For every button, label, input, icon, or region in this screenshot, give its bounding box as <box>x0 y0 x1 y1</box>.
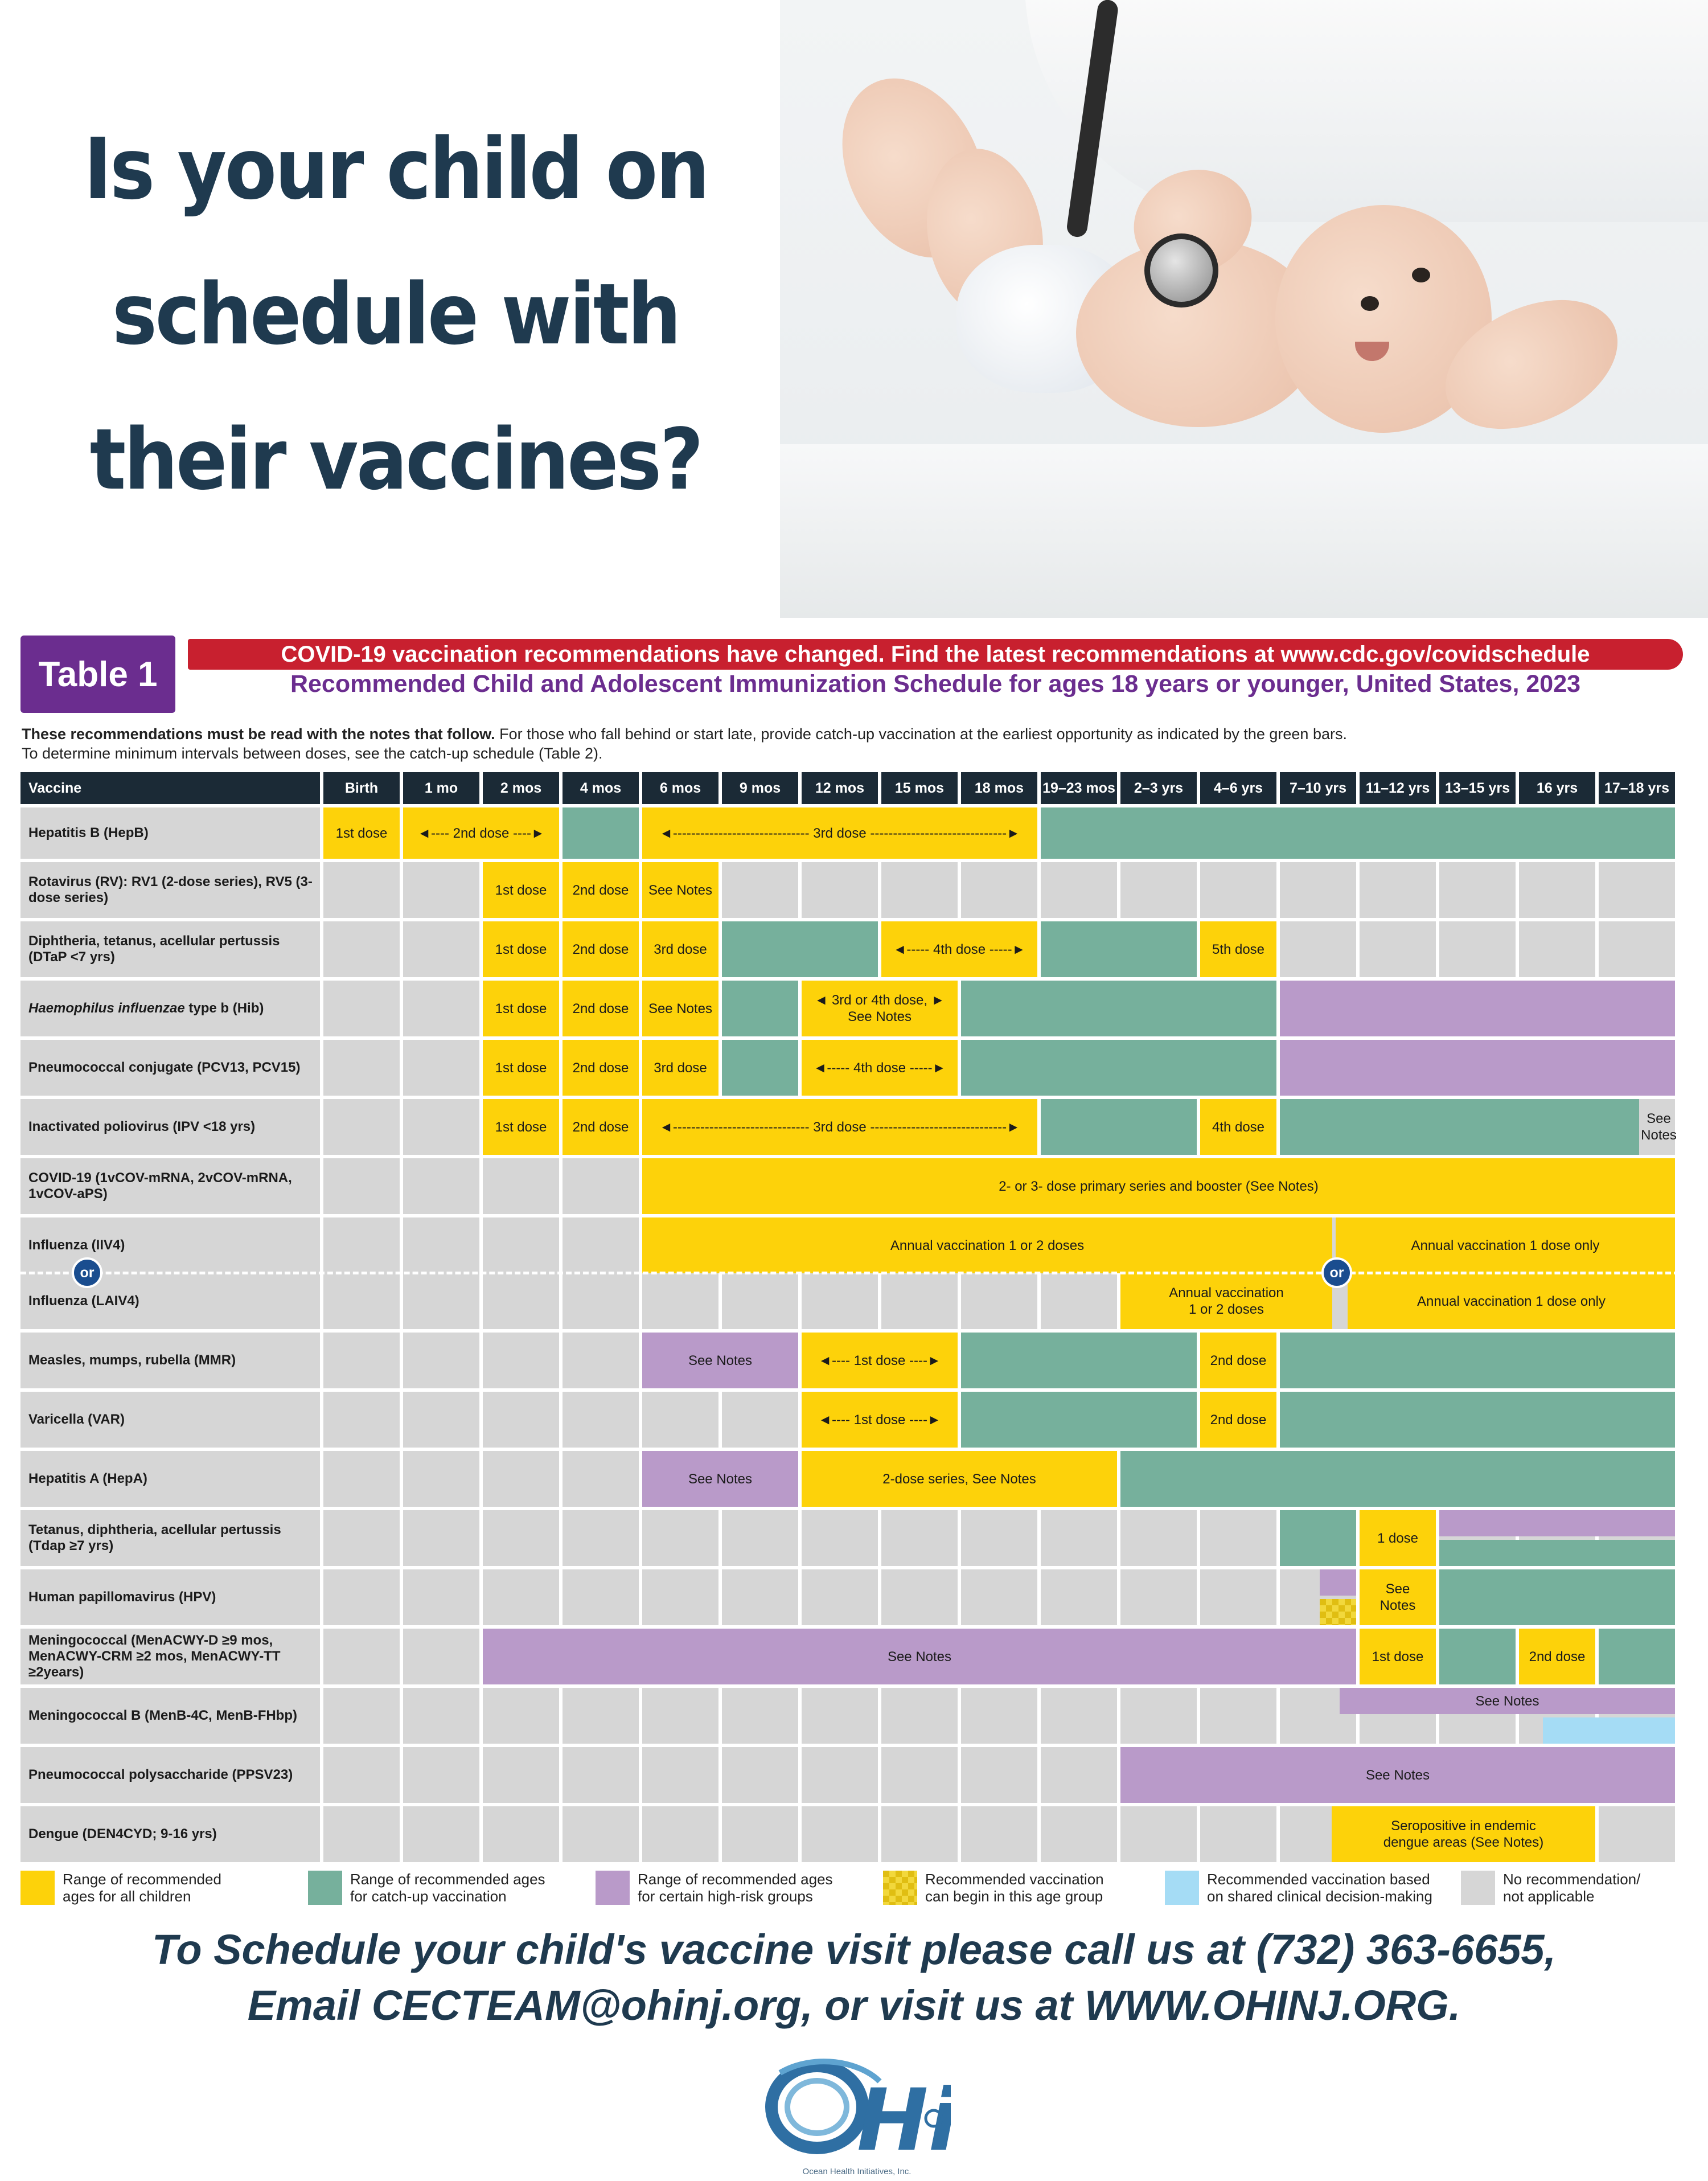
vaccine-name: Hepatitis A (HepA) <box>20 1451 320 1507</box>
schedule-bar: See Notes <box>1120 1747 1675 1803</box>
empty-cell <box>323 862 400 918</box>
schedule-bar <box>1280 1099 1639 1155</box>
schedule-bar: 3rd dose <box>642 1040 718 1096</box>
empty-cell <box>563 1273 639 1329</box>
header-cell: 16 yrs <box>1519 772 1595 804</box>
schedule-bar <box>1280 1040 1675 1096</box>
schedule-bar: ◄---- 2nd dose ----► <box>403 807 559 859</box>
schedule-bar: 1 dose <box>1360 1510 1436 1566</box>
empty-cell <box>1041 1273 1117 1329</box>
empty-cell <box>642 1747 718 1803</box>
empty-cell <box>881 1273 958 1329</box>
legend-label: No recommendation/ not applicable <box>1503 1871 1641 1905</box>
empty-cell <box>1120 862 1197 918</box>
header-cell: 11–12 yrs <box>1360 772 1436 804</box>
empty-cell <box>642 1806 718 1862</box>
schedule-bar <box>1041 1099 1197 1155</box>
empty-cell <box>323 1569 400 1625</box>
empty-cell <box>403 1273 479 1329</box>
empty-cell <box>961 1806 1037 1862</box>
empty-cell <box>722 1569 798 1625</box>
vaccine-name: Meningococcal B (MenB-4C, MenB-FHbp) <box>20 1688 320 1744</box>
empty-cell <box>323 1040 400 1096</box>
empty-cell <box>323 1451 400 1507</box>
empty-cell <box>881 1688 958 1744</box>
empty-cell <box>403 1158 479 1214</box>
schedule-bar: See Notes <box>642 1451 798 1507</box>
or-separator <box>20 1272 1680 1274</box>
schedule-bar <box>961 1333 1197 1388</box>
empty-cell <box>881 1510 958 1566</box>
header-cell: 9 mos <box>722 772 798 804</box>
vaccine-name: Human papillomavirus (HPV) <box>20 1569 320 1625</box>
empty-cell <box>403 1099 479 1155</box>
baby-eye <box>1361 296 1379 311</box>
or-badge: or <box>72 1257 102 1288</box>
schedule-bar <box>563 807 639 859</box>
schedule-bar <box>961 981 1276 1036</box>
empty-cell <box>483 1392 559 1448</box>
headline-line-3: their vaccines? <box>89 411 702 509</box>
headline <box>71 97 721 532</box>
empty-cell <box>563 1217 639 1273</box>
schedule-bar: 1st dose <box>483 862 559 918</box>
empty-cell <box>403 1217 479 1273</box>
vaccine-name: Pneumococcal conjugate (PCV13, PCV15) <box>20 1040 320 1096</box>
baby-doctor-photo <box>780 0 1708 618</box>
empty-cell <box>642 1688 718 1744</box>
vaccine-name: COVID-19 (1vCOV-mRNA, 2vCOV-mRNA, 1vCOV-aPS) <box>20 1158 320 1214</box>
header-cell: 12 mos <box>802 772 878 804</box>
empty-cell <box>563 1510 639 1566</box>
intro-bold: These recommendations must be read with the notes that follow. <box>22 725 495 743</box>
empty-cell <box>961 1688 1037 1744</box>
empty-cell <box>483 1333 559 1388</box>
empty-cell <box>483 1158 559 1214</box>
schedule-bar: 2nd dose <box>563 1040 639 1096</box>
empty-cell <box>483 1747 559 1803</box>
empty-cell <box>1041 1510 1117 1566</box>
schedule-bar: ◄---- 1st dose ----► <box>802 1333 958 1388</box>
legend-item <box>1165 1868 1432 1908</box>
legend-label: Recommended vaccination based on shared clinical decision-making <box>1207 1871 1432 1905</box>
empty-cell <box>563 1806 639 1862</box>
schedule-bar: See Notes <box>642 1333 798 1388</box>
schedule-bar <box>1280 1392 1675 1448</box>
empty-cell <box>323 1273 400 1329</box>
schedule-bar: ◄----- 4th dose -----► <box>802 1040 958 1096</box>
legend-item <box>1461 1868 1640 1908</box>
empty-cell <box>1041 1747 1117 1803</box>
empty-cell <box>1041 1569 1117 1625</box>
schedule-bar: 2nd dose <box>563 981 639 1036</box>
empty-cell <box>881 1569 958 1625</box>
legend-swatch <box>883 1871 917 1905</box>
schedule-bar: 2nd dose <box>1200 1392 1276 1448</box>
empty-cell <box>1120 1510 1197 1566</box>
empty-cell <box>1599 921 1675 977</box>
legend-swatch <box>596 1871 630 1905</box>
empty-cell <box>403 981 479 1036</box>
empty-cell <box>1041 1688 1117 1744</box>
vaccine-name: Haemophilus influenzae type b (Hib) <box>20 981 320 1036</box>
schedule-bar <box>1543 1717 1675 1744</box>
schedule-bar: Seropositive in endemic dengue areas (See Notes) <box>1332 1806 1595 1862</box>
empty-cell <box>323 1747 400 1803</box>
schedule-bar <box>1320 1599 1356 1625</box>
empty-cell <box>563 1333 639 1388</box>
empty-cell <box>1360 921 1436 977</box>
empty-cell <box>881 1747 958 1803</box>
schedule-bar: See Notes <box>1340 1688 1675 1714</box>
schedule-bar: 4th dose <box>1200 1099 1276 1155</box>
schedule-bar: 1st dose <box>323 807 400 859</box>
header-cell: 4 mos <box>563 772 639 804</box>
vaccine-name: Meningococcal (MenACWY-D ≥9 mos, MenACWY-CRM ≥2 mos, MenACWY-TT ≥2years) <box>20 1629 320 1684</box>
legend-label: Range of recommended ages for certain high-risk groups <box>638 1871 833 1905</box>
schedule-bar <box>961 1040 1276 1096</box>
vaccine-name: Varicella (VAR) <box>20 1392 320 1448</box>
schedule-bar <box>1599 1629 1675 1684</box>
empty-cell <box>722 1392 798 1448</box>
schedule-bar: 1st dose <box>483 1040 559 1096</box>
legend-label: Range of recommended ages for catch-up vaccination <box>350 1871 545 1905</box>
vaccine-name: Influenza (LAIV4) <box>20 1273 320 1329</box>
empty-cell <box>483 1688 559 1744</box>
empty-cell <box>403 1333 479 1388</box>
empty-cell <box>323 1392 400 1448</box>
empty-cell <box>483 1217 559 1273</box>
empty-cell <box>483 1510 559 1566</box>
doctor-coat <box>1025 0 1708 222</box>
empty-cell <box>802 1806 878 1862</box>
empty-cell <box>722 862 798 918</box>
schedule-bar: 2nd dose <box>1200 1333 1276 1388</box>
logo-letters-graphic: Hi <box>857 2071 951 2170</box>
empty-cell <box>802 1688 878 1744</box>
schedule-bar: Annual vaccination 1 dose only <box>1336 1217 1675 1273</box>
empty-cell <box>323 1158 400 1214</box>
empty-cell <box>403 921 479 977</box>
empty-cell <box>1360 862 1436 918</box>
schedule-bar <box>1280 1333 1675 1388</box>
schedule-bar <box>1280 1510 1356 1566</box>
contact-line-2: Email CECTEAM@ohinj.org, or visit us at WWW.OHINJ.ORG. <box>247 1982 1461 2029</box>
schedule-bar: See Notes <box>642 981 718 1036</box>
empty-cell <box>403 1451 479 1507</box>
covid-banner: COVID-19 vaccination recommendations have changed. Find the latest recommendations at www.cdc.gov/covidschedule <box>188 639 1683 670</box>
empty-cell <box>722 1688 798 1744</box>
empty-cell <box>802 1747 878 1803</box>
schedule-bar: 1st dose <box>483 921 559 977</box>
schedule-bar: ◄------------------------------ 3rd dose ------------------------------► <box>642 807 1037 859</box>
or-badge: or <box>1321 1257 1352 1288</box>
schedule-bar: 2nd dose <box>563 921 639 977</box>
empty-cell <box>563 1688 639 1744</box>
header-cell: 1 mo <box>403 772 479 804</box>
empty-cell <box>1200 1569 1276 1625</box>
schedule-bar: 2nd dose <box>563 1099 639 1155</box>
empty-cell <box>323 1806 400 1862</box>
empty-cell <box>323 1333 400 1388</box>
empty-cell <box>961 1569 1037 1625</box>
empty-cell <box>802 1569 878 1625</box>
headline-line-2: schedule with <box>112 265 680 363</box>
schedule-bar <box>1439 1540 1675 1566</box>
legend <box>20 1868 1680 1908</box>
baby-eye-2 <box>1412 268 1430 282</box>
contact-info <box>0 1922 1708 2034</box>
vaccine-name: Measles, mumps, rubella (MMR) <box>20 1333 320 1388</box>
empty-cell <box>1120 1806 1197 1862</box>
schedule-bar: See Notes <box>642 862 718 918</box>
empty-cell <box>403 1569 479 1625</box>
logo-org-name: Ocean Health Initiatives, Inc. <box>802 2167 912 2176</box>
header-cell: 2 mos <box>483 772 559 804</box>
empty-cell <box>1200 1510 1276 1566</box>
schedule-bar: 1st dose <box>483 981 559 1036</box>
schedule-bar <box>1439 1629 1516 1684</box>
header-cell: Vaccine <box>20 772 320 804</box>
legend-swatch <box>20 1871 55 1905</box>
schedule-bar <box>1439 1569 1675 1625</box>
empty-cell <box>722 1510 798 1566</box>
schedule-bar <box>1120 1451 1675 1507</box>
schedule-bar: ◄---- 1st dose ----► <box>802 1392 958 1448</box>
legend-swatch <box>1165 1871 1199 1905</box>
empty-cell <box>483 1451 559 1507</box>
empty-cell <box>323 1629 400 1684</box>
header-cell: 15 mos <box>881 772 958 804</box>
empty-cell <box>1280 921 1356 977</box>
empty-cell <box>403 1629 479 1684</box>
empty-cell <box>483 1806 559 1862</box>
schedule-bar: 3rd dose <box>642 921 718 977</box>
empty-cell <box>323 1217 400 1273</box>
schedule-bar <box>1439 1510 1675 1536</box>
empty-cell <box>802 1510 878 1566</box>
intro-rest: For those who fall behind or start late, provide catch-up vaccination at the earliest opportunity as indicated by the green bars. <box>495 725 1347 743</box>
empty-cell <box>563 1569 639 1625</box>
empty-cell <box>323 1099 400 1155</box>
empty-cell <box>1519 921 1595 977</box>
empty-cell <box>1120 1688 1197 1744</box>
empty-cell <box>323 1688 400 1744</box>
schedule-bar: See Notes <box>483 1629 1356 1684</box>
legend-item <box>20 1868 221 1908</box>
legend-label: Recommended vaccination can begin in this age group <box>925 1871 1104 1905</box>
empty-cell <box>403 862 479 918</box>
ohi-logo-mark <box>763 2050 951 2178</box>
vaccine-name: Rotavirus (RV): RV1 (2-dose series), RV5 (3-dose series) <box>20 862 320 918</box>
empty-cell <box>1200 1806 1276 1862</box>
empty-cell <box>642 1569 718 1625</box>
empty-cell <box>483 1569 559 1625</box>
stethoscope-icon <box>1144 233 1218 308</box>
empty-cell <box>722 1747 798 1803</box>
schedule-title: Recommended Child and Adolescent Immunization Schedule for ages 18 years or younger, United States, 2023 <box>290 670 1581 698</box>
schedule-bar <box>1041 807 1675 859</box>
empty-cell <box>403 1510 479 1566</box>
header-cell: 6 mos <box>642 772 718 804</box>
empty-cell <box>1439 862 1516 918</box>
empty-cell <box>961 1510 1037 1566</box>
empty-cell <box>722 1273 798 1329</box>
schedule-bar <box>722 921 878 977</box>
schedule-bar: 1st dose <box>483 1099 559 1155</box>
vaccine-name: Inactivated poliovirus (IPV <18 yrs) <box>20 1099 320 1155</box>
header-cell: 13–15 yrs <box>1439 772 1516 804</box>
header-cell: 19–23 mos <box>1041 772 1117 804</box>
legend-swatch <box>1461 1871 1495 1905</box>
schedule-bar <box>1320 1569 1356 1596</box>
schedule-bar: 2- or 3- dose primary series and booster (See Notes) <box>642 1158 1675 1214</box>
header-cell: 2–3 yrs <box>1120 772 1197 804</box>
schedule-bar: 2nd dose <box>563 862 639 918</box>
schedule-bar: 2nd dose <box>1519 1629 1595 1684</box>
empty-cell <box>1200 1688 1276 1744</box>
intro-line-1 <box>22 724 1701 744</box>
vaccine-name: Hepatitis B (HepB) <box>20 807 320 859</box>
legend-item <box>596 1868 833 1908</box>
empty-cell <box>403 1040 479 1096</box>
empty-cell <box>1120 1569 1197 1625</box>
empty-cell <box>722 1806 798 1862</box>
empty-cell <box>961 1273 1037 1329</box>
vaccine-name: Diphtheria, tetanus, acellular pertussis (DTaP <7 yrs) <box>20 921 320 977</box>
empty-cell <box>403 1806 479 1862</box>
empty-cell <box>642 1392 718 1448</box>
empty-cell <box>563 1392 639 1448</box>
vaccine-name: Tetanus, diphtheria, acellular pertussis (Tdap ≥7 yrs) <box>20 1510 320 1566</box>
empty-cell <box>563 1451 639 1507</box>
empty-cell <box>881 1806 958 1862</box>
schedule-bar: ◄ 3rd or 4th dose, ► See Notes <box>802 981 958 1036</box>
empty-cell <box>961 862 1037 918</box>
empty-cell <box>1599 862 1675 918</box>
table-badge: Table 1 <box>20 636 175 713</box>
intro-line-2: To determine minimum intervals between doses, see the catch-up schedule (Table 2). <box>22 745 603 762</box>
empty-cell <box>483 1273 559 1329</box>
schedule-bar: Annual vaccination 1 or 2 doses <box>1120 1273 1332 1329</box>
headline-line-1: Is your child on <box>83 120 708 218</box>
empty-cell <box>323 921 400 977</box>
schedule-bar: See Notes <box>1360 1569 1436 1625</box>
vaccine-name: Influenza (IIV4) <box>20 1217 320 1273</box>
schedule-bar <box>1280 981 1675 1036</box>
schedule-bar: See Notes <box>1643 1099 1675 1155</box>
empty-cell <box>961 1747 1037 1803</box>
schedule-intro <box>22 724 1701 763</box>
ohi-logo <box>763 2050 951 2178</box>
header-cell: Birth <box>323 772 400 804</box>
header-cell: 17–18 yrs <box>1599 772 1675 804</box>
header-cell: 18 mos <box>961 772 1037 804</box>
empty-cell <box>563 1158 639 1214</box>
schedule-bar: Annual vaccination 1 dose only <box>1348 1273 1675 1329</box>
empty-cell <box>403 1688 479 1744</box>
empty-cell <box>1041 862 1117 918</box>
legend-label: Range of recommended ages for all children <box>63 1871 221 1905</box>
schedule-bar: Annual vaccination 1 or 2 doses <box>642 1217 1332 1273</box>
empty-cell <box>323 981 400 1036</box>
schedule-bar: 1st dose <box>1360 1629 1436 1684</box>
empty-cell <box>403 1392 479 1448</box>
legend-item <box>883 1868 1104 1908</box>
legend-item <box>308 1868 545 1908</box>
schedule-bar <box>961 1392 1197 1448</box>
header-cell: 7–10 yrs <box>1280 772 1356 804</box>
schedule-bar: 5th dose <box>1200 921 1276 977</box>
empty-cell <box>1041 1806 1117 1862</box>
empty-cell <box>403 1747 479 1803</box>
schedule-bar <box>722 1040 798 1096</box>
empty-cell <box>642 1510 718 1566</box>
empty-cell <box>881 862 958 918</box>
immunization-schedule-table <box>20 772 1680 1863</box>
empty-cell <box>802 1273 878 1329</box>
vaccine-name: Pneumococcal polysaccharide (PPSV23) <box>20 1747 320 1803</box>
legend-swatch <box>308 1871 342 1905</box>
schedule-bar: ◄----- 4th dose -----► <box>881 921 1037 977</box>
empty-cell <box>802 862 878 918</box>
schedule-bar: 2-dose series, See Notes <box>802 1451 1117 1507</box>
schedule-bar <box>1041 921 1197 977</box>
header-cell: 4–6 yrs <box>1200 772 1276 804</box>
vaccine-name: Dengue (DEN4CYD; 9-16 yrs) <box>20 1806 320 1862</box>
schedule-bar <box>722 981 798 1036</box>
empty-cell <box>1599 1806 1675 1862</box>
empty-cell <box>563 1747 639 1803</box>
contact-line-1: To Schedule your child's vaccine visit please call us at (732) 363-6655, <box>151 1926 1557 1973</box>
empty-cell <box>642 1273 718 1329</box>
empty-cell <box>1200 862 1276 918</box>
empty-cell <box>323 1510 400 1566</box>
schedule-bar: ◄------------------------------ 3rd dose ------------------------------► <box>642 1099 1037 1155</box>
bed-sheet <box>780 444 1708 618</box>
empty-cell <box>1280 862 1356 918</box>
empty-cell <box>1519 862 1595 918</box>
empty-cell <box>1439 921 1516 977</box>
